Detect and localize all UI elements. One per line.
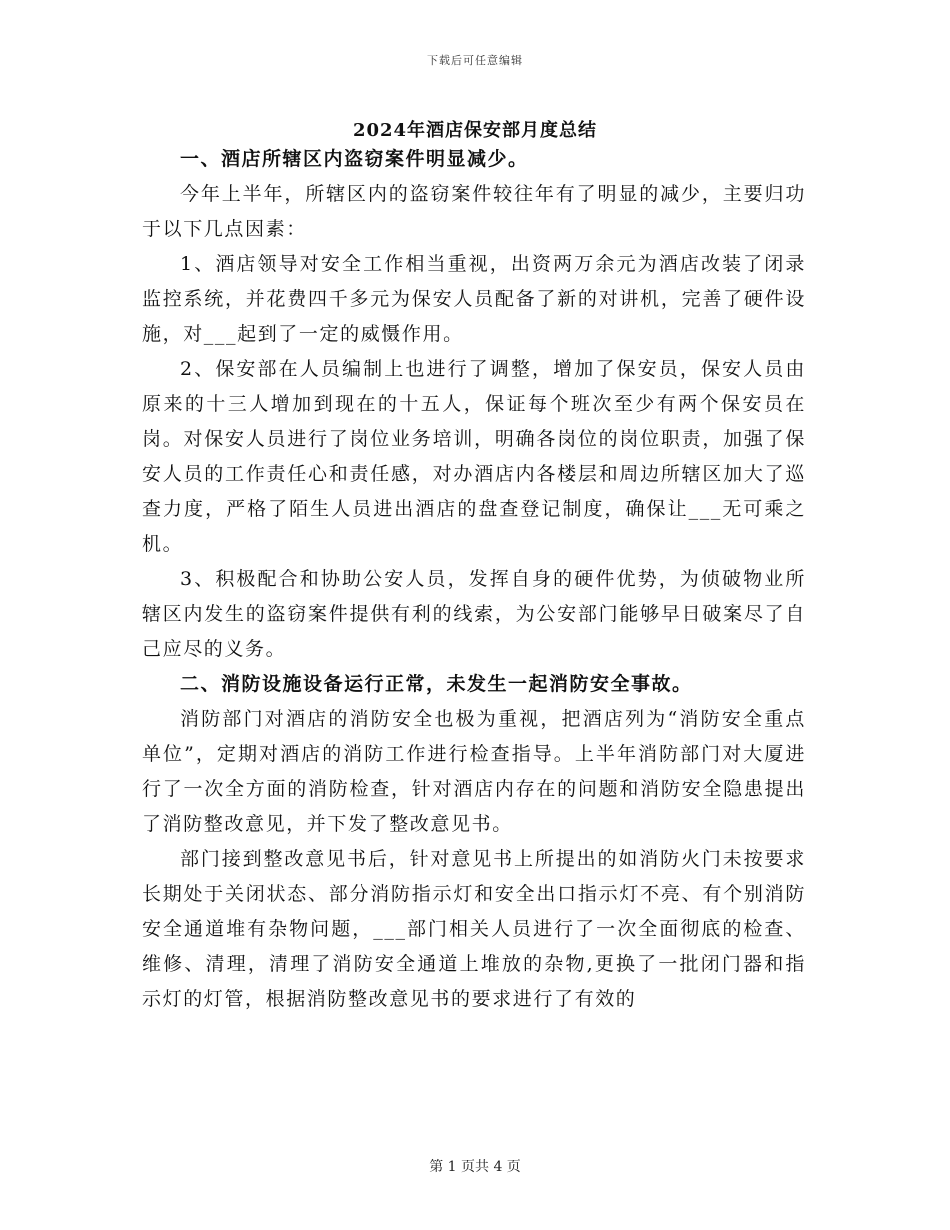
- section-heading-1: 一、酒店所辖区内盗窃案件明显减少。: [180, 148, 529, 170]
- section-heading-2: 二、消防设施设备运行正常，未发生一起消防安全事故。: [180, 673, 693, 695]
- header-note: 下载后可任意编辑: [427, 54, 523, 67]
- document-title: 2024年酒店保安部月度总结: [352, 120, 598, 141]
- paragraph: 1、酒店领导对安全工作相当重视，出资两万余元为酒店改装了闭录监控系统，并花费四千多元为保安人员配备了新的对讲机，完善了硬件设施，对___起到了一定的威慑作用。: [142, 253, 806, 345]
- paragraph: 2、保安部在人员编制上也进行了调整，增加了保安员，保安人员由原来的十三人增加到现在的十五人，保证每个班次至少有两个保安员在岗。对保安人员进行了岗位业务培训，明确各岗位的岗位职责，加强了保安人员的工作责任心和责任感，对办酒店内各楼层和周边所辖区加大了巡查力度，严格了陌生人员进出酒店的盘查登记制度，确保让___无可乘之机。: [142, 358, 806, 555]
- paragraph: 部门接到整改意见书后，针对意见书上所提出的如消防火门未按要求长期处于关闭状态、部分消防指示灯和安全出口指示灯不亮、有个别消防安全通道堆有杂物问题，___部门相关人员进行了一次全面彻底的检查、维修、清理，清理了消防安全通道上堆放的杂物,更换了一批闭门器和指示灯的灯管，根据消防整改意见书的要求进行了有效的: [142, 848, 806, 1010]
- paragraph: 3、积极配合和协助公安人员，发挥自身的硬件优势，为侦破物业所辖区内发生的盗窃案件提供有利的线索，为公安部门能够早日破案尽了自己应尽的义务。: [142, 568, 806, 660]
- paragraph: 消防部门对酒店的消防安全也极为重视，把酒店列为“消防安全重点单位”，定期对酒店的消防工作进行检查指导。上半年消防部门对大厦进行了一次全方面的消防检查，针对酒店内存在的问题和消防安全隐患提出了消防整改意见，并下发了整改意见书。: [142, 708, 806, 835]
- page-footer: 第 1 页共 4 页: [429, 1159, 521, 1175]
- document-body: [142, 142, 806, 1017]
- paragraph: 今年上半年，所辖区内的盗窃案件较往年有了明显的减少，主要归功于以下几点因素：: [142, 183, 806, 240]
